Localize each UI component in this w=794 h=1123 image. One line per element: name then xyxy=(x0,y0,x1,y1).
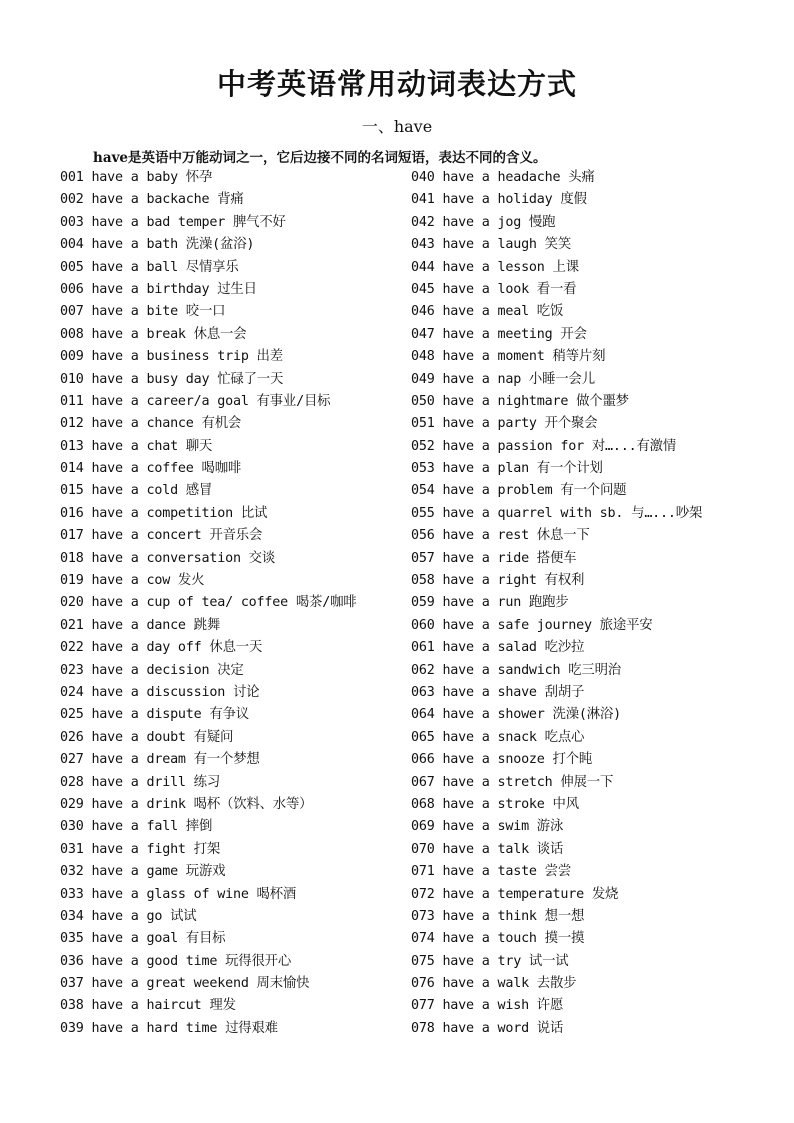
right-column xyxy=(411,167,751,1040)
list-item: 005 have a ball 尽情享乐 xyxy=(60,259,239,275)
list-item: 022 have a day off 休息一天 xyxy=(60,640,263,656)
page-title: 中考英语常用动词表达方式 xyxy=(216,67,577,101)
list-item: 034 have a go 试试 xyxy=(60,908,197,924)
list-item: 002 have a backache 背痛 xyxy=(60,192,244,208)
list-item: 032 have a game 玩游戏 xyxy=(60,864,226,880)
list-item: 033 have a glass of wine 喝杯酒 xyxy=(60,886,297,902)
list-item: 026 have a doubt 有疑问 xyxy=(60,729,234,745)
list-item: 038 have a haircut 理发 xyxy=(60,998,236,1014)
list-item: 016 have a competition 比试 xyxy=(60,505,268,521)
list-item: 071 have a taste 尝尝 xyxy=(411,864,572,880)
list-item: 054 have a problem 有一个问题 xyxy=(411,483,627,499)
list-item: 046 have a meal 吃饭 xyxy=(411,304,564,320)
list-item: 043 have a laugh 笑笑 xyxy=(411,237,572,253)
list-item: 008 have a break 休息一会 xyxy=(60,326,247,342)
list-item: 049 have a nap 小睡一会儿 xyxy=(411,371,595,387)
list-item: 019 have a cow 发火 xyxy=(60,573,205,589)
list-item: 058 have a right 有权利 xyxy=(411,573,585,589)
list-item: 007 have a bite 咬一口 xyxy=(60,304,226,320)
list-item: 045 have a look 看一看 xyxy=(411,281,577,297)
list-item: 028 have a drill 练习 xyxy=(60,774,221,790)
list-item: 048 have a moment 稍等片刻 xyxy=(411,349,606,365)
list-item: 055 have a quarrel with sb. 与…...吵架 xyxy=(411,505,703,521)
list-item: 077 have a wish 许愿 xyxy=(411,998,564,1014)
list-item: 050 have a nightmare 做个噩梦 xyxy=(411,393,629,409)
list-item: 064 have a shower 洗澡(淋浴) xyxy=(411,707,621,723)
list-item: 059 have a run 跑跑步 xyxy=(411,595,569,611)
list-item: 061 have a salad 吃沙拉 xyxy=(411,640,585,656)
list-item: 017 have a concert 开音乐会 xyxy=(60,528,263,544)
list-item: 036 have a good time 玩得很开心 xyxy=(60,953,292,969)
list-item: 009 have a business trip 出差 xyxy=(60,349,283,365)
list-item: 053 have a plan 有一个计划 xyxy=(411,461,603,477)
list-item: 051 have a party 开个聚会 xyxy=(411,416,598,432)
list-item: 044 have a lesson 上课 xyxy=(411,259,579,275)
list-item: 024 have a discussion 讨论 xyxy=(60,684,260,700)
list-item: 073 have a think 想一想 xyxy=(411,908,585,924)
list-item: 057 have a ride 搭便车 xyxy=(411,550,577,566)
list-item: 041 have a holiday 度假 xyxy=(411,192,587,208)
list-item: 004 have a bath 洗澡(盆浴) xyxy=(60,237,255,253)
list-item: 014 have a coffee 喝咖啡 xyxy=(60,461,242,477)
list-item: 068 have a stroke 中风 xyxy=(411,796,579,812)
list-item: 060 have a safe journey 旅途平安 xyxy=(411,617,653,633)
list-item: 013 have a chat 聊天 xyxy=(60,438,213,454)
list-item: 021 have a dance 跳舞 xyxy=(60,617,221,633)
list-item: 037 have a great weekend 周末愉快 xyxy=(60,976,310,992)
list-item: 076 have a walk 去散步 xyxy=(411,976,577,992)
list-item: 025 have a dispute 有争议 xyxy=(60,707,249,723)
list-item: 072 have a temperature 发烧 xyxy=(411,886,619,902)
list-item: 003 have a bad temper 脾气不好 xyxy=(60,214,286,230)
left-column xyxy=(60,167,400,1040)
list-item: 069 have a swim 游泳 xyxy=(411,819,564,835)
list-item: 030 have a fall 摔倒 xyxy=(60,819,213,835)
list-item: 010 have a busy day 忙碌了一天 xyxy=(60,371,284,387)
list-item: 027 have a dream 有一个梦想 xyxy=(60,752,260,768)
list-item: 040 have a headache 头痛 xyxy=(411,170,595,185)
list-item: 020 have a cup of tea/ coffee 喝茶/咖啡 xyxy=(60,595,357,611)
section-heading: 一、have xyxy=(361,117,433,136)
list-item: 065 have a snack 吃点心 xyxy=(411,729,585,745)
list-item: 063 have a shave 刮胡子 xyxy=(411,684,585,700)
list-item: 035 have a goal 有目标 xyxy=(60,931,226,947)
list-item: 052 have a passion for 对…...有激情 xyxy=(411,438,677,454)
list-item: 075 have a try 试一试 xyxy=(411,953,569,969)
list-item: 067 have a stretch 伸展一下 xyxy=(411,774,614,790)
list-item: 029 have a drink 喝杯（饮料、水等） xyxy=(60,796,313,812)
list-item: 062 have a sandwich 吃三明治 xyxy=(411,662,621,678)
list-item: 011 have a career/a goal 有事业/目标 xyxy=(60,393,331,409)
list-item: 074 have a touch 摸一摸 xyxy=(411,931,585,947)
list-item: 066 have a snooze 打个盹 xyxy=(411,752,593,768)
list-item: 006 have a birthday 过生日 xyxy=(60,281,257,297)
list-item: 070 have a talk 谈话 xyxy=(411,841,564,857)
list-item: 047 have a meeting 开会 xyxy=(411,326,587,342)
list-item: 001 have a baby 怀孕 xyxy=(60,170,213,185)
list-item: 031 have a fight 打架 xyxy=(60,841,221,857)
list-item: 015 have a cold 感冒 xyxy=(60,483,213,499)
list-item: 039 have a hard time 过得艰难 xyxy=(60,1020,278,1036)
list-item: 012 have a chance 有机会 xyxy=(60,416,242,432)
list-item: 056 have a rest 休息一下 xyxy=(411,528,590,544)
list-item: 023 have a decision 决定 xyxy=(60,662,244,678)
intro-text: have是英语中万能动词之一，它后边接不同的名词短语，表达不同的含义。 xyxy=(93,150,547,166)
list-item: 078 have a word 说话 xyxy=(411,1020,564,1036)
list-item: 018 have a conversation 交谈 xyxy=(60,550,276,566)
list-item: 042 have a jog 慢跑 xyxy=(411,214,556,230)
